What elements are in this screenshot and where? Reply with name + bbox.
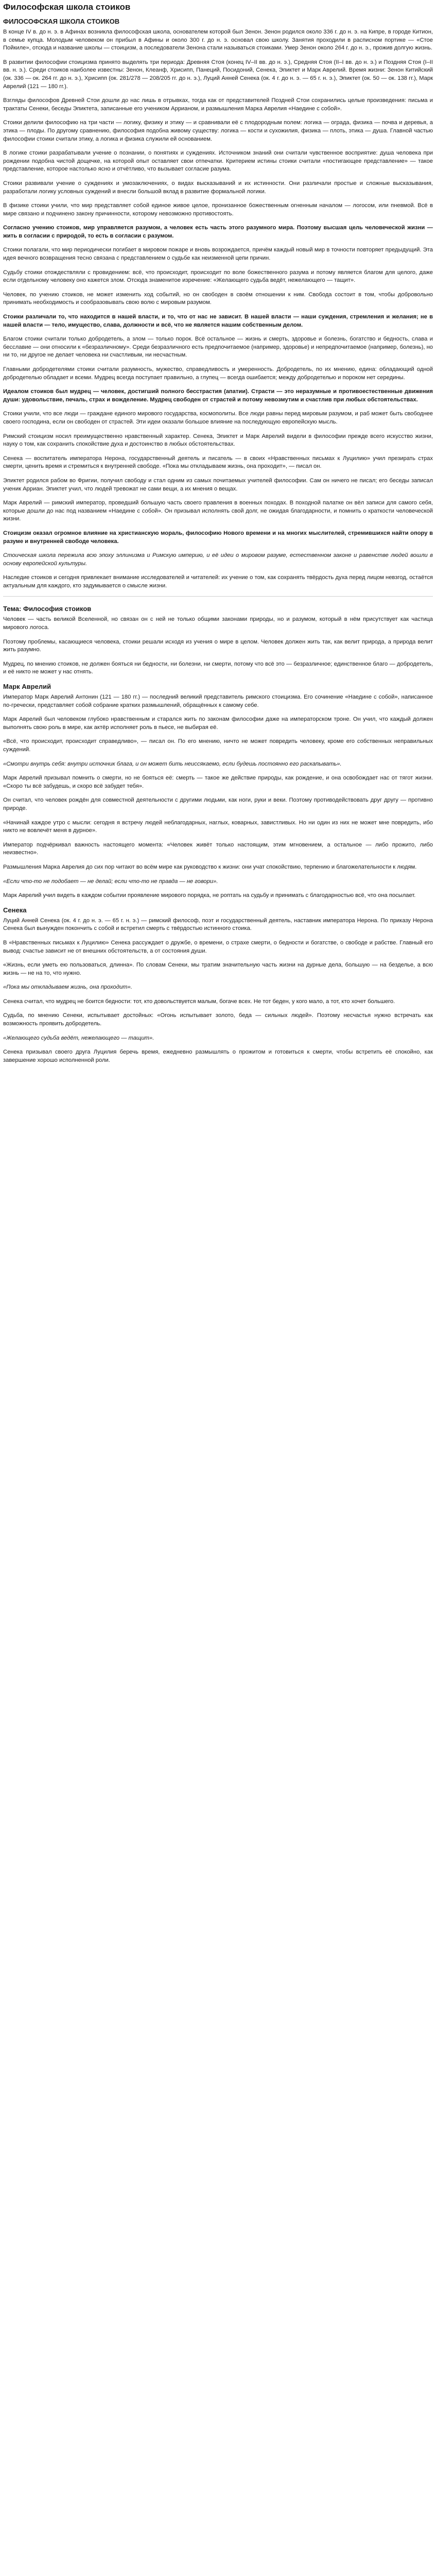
- paragraph: Судьба, по мнению Сенеки, испытывает достойных: «Огонь испытывает золото, беда — сильных людей». Поэтому несчастья нужно встречать как возможность проявить добродетель.: [3, 1012, 433, 1027]
- paragraph: Благом стоики считали только добродетель, а злом — только порок. Всё остальное — жизнь и смерть, здоровье и болезнь, богатство и бедность, слава и бесславие — они относили к «безразличному». Среди безразличного есть предпочитаемое (например, здоровье) и непредпочитаемое (например, болезнь), но ни то, ни другое не делает человека ни счастливым, ни несчастным.: [3, 336, 433, 359]
- section-stoic-philosophy: [3, 605, 433, 676]
- paragraph: Марк Аврелий призывал помнить о смерти, но не бояться её: смерть — такое же действие природы, как рождение, и она освобождает нас от тягот жизни. «Скоро ты всё забудешь, и скоро всё забудет тебя».: [3, 775, 433, 789]
- paragraph: Согласно учению стоиков, мир управляется разумом, а человек есть часть этого разумного мира. Поэтому высшая цель человеческой жизни — жить в согласии с природой, то есть в согласии с разумом.: [3, 225, 433, 239]
- section-marcus-aurelius: [3, 683, 433, 900]
- paragraph: Луций Анней Сенека (ок. 4 г. до н. э. — 65 г. н. э.) — римский философ, поэт и государственный деятель, наставник императора Нерона. По приказу Нерона Сенека был вынужден покончить с собой и встретил смерть с твёрдостью истинного стоика.: [3, 917, 433, 932]
- paragraph: Стоики делили философию на три части — логику, физику и этику — и сравнивали её с плодородным полем: логика — ограда, физика — почва и деревья, а этика — плоды. По другому сравнению, философия подобна живому существу: логика — кости и сухожилия, физика — плоть, этика — душа. Главной частью философии стоики считали этику, а логика и физика служили ей основанием.: [3, 120, 433, 142]
- paragraph: Сенека призывал своего друга Луцилия беречь время, ежедневно размышлять о прожитом и готовиться к смерти, чтобы встретить её спокойно, как завершение хорошо исполненной роли.: [3, 1049, 433, 1063]
- page-title: Философская школа стоиков: [3, 2, 131, 12]
- paragraph: Стоицизм оказал огромное влияние на христианскую мораль, философию Нового времени и на многих мыслителей, стремившихся найти опору в разуме и внутренней свободе человека.: [3, 530, 433, 545]
- section-body-stoic-school: [3, 28, 433, 590]
- section-divider: [3, 596, 433, 597]
- paragraph: Стоики учили, что все люди — граждане единого мирового государства, космополиты. Все люди равны перед мировым разумом, и раб может быть свободнее своего господина, если он свободен от страстей. Эти идеи оказали большое влияние на последующую европейскую мысль.: [3, 411, 433, 425]
- paragraph: В «Нравственных письмах к Луцилию» Сенека рассуждает о дружбе, о времени, о страхе смерти, о бедности и богатстве, о свободе и рабстве. Главный его вывод: счастье зависит не от внешних обстоятельств, а от состояния души.: [3, 939, 433, 954]
- paragraph: В физике стоики учили, что мир представляет собой единое живое целое, пронизанное божественным огненным началом — логосом, или пневмой. Всё в мире связано и подчинено закону причинности, которому невозможно противостоять.: [3, 202, 433, 217]
- section-heading-stoic-school: ФИЛОСОФСКАЯ ШКОЛА СТОИКОВ: [3, 18, 120, 25]
- paragraph: Марк Аврелий был человеком глубоко нравственным и старался жить по законам философии даже на императорском троне. Он учил, что каждый должен выполнять свою роль в мире, как актёр исполняет роль в пьесе, не выбирая её.: [3, 716, 433, 731]
- paragraph: В конце IV в. до н. э. в Афинах возникла философская школа, основателем которой был Зенон. Зенон родился около 336 г. до н. э. на Кипре, в городе Китион, в семье купца. Молодым человеком он прибыл в Афины и около 300 г. до н. э. основал свою школу. Занятия проходили в расписном портике — «Стое Пойкиле», отсюда и название школы — стоицизм, а последователи Зенона стали называться стоиками. Умер Зенон около 264 г. до н. э., прожив долгую жизнь.: [3, 29, 433, 52]
- paragraph: Человек — часть великой Вселенной, но связан он с ней не только общими законами природы, но и разумом, который в нём присутствует как частица мирового логоса.: [3, 616, 433, 631]
- paragraph: В развитии философии стоицизма принято выделять три периода: Древняя Стоя (конец IV–II вв. до н. э.), Средняя Стоя (II–I вв. до н. э.) и Поздняя Стоя (I–II вв. н. э.). Среди стоиков наиболее известны: Зенон, Клеанф, Хрисипп, Панеций, Посидоний, Сенека, Эпиктет и Марк Аврелий. Время жизни: Зенон Китийский (ок. 336 — ок. 264 гг. до н. э.), Хрисипп (ок. 281/278 — 208/205 гг. до н. э.), Луций Анней Сенека (ок. 4 г. до н. э. — 65 г. н. э.), Эпиктет (ок. 50 — ок. 138 гг.), Марк Аврелий (121 — 180 гг.).: [3, 59, 433, 90]
- paragraph: В логике стоики разрабатывали учение о познании, о понятиях и суждениях. Источником знаний они считали чувственное восприятие: душа человека при рождении подобна чистой дощечке, на которой опыт оставляет свои отпечатки. Критерием истины стоики считали «постигающее представление» — такое представление, которое настолько ясно и отчётливо, что вызывает согласие разума.: [3, 150, 433, 173]
- section-heading-seneca: Сенека: [3, 906, 27, 914]
- paragraph: Главными добродетелями стоики считали разумность, мужество, справедливость и умеренность. Добродетель, по их мнению, едина: обладающий одной добродетелью обладает и всеми. Мудрец всегда поступает правильно, а глупец — всегда ошибается; между добродетелью и пороком нет середины.: [3, 366, 433, 381]
- paragraph: Размышления Марка Аврелия до сих пор читают во всём мире как руководство к жизни: они учат спокойствию, терпению и благожелательности к людям.: [3, 863, 417, 870]
- paragraph: Стоическая школа пережила всю эпоху эллинизма и Римскую империю, и её идеи о мировом разуме, естественном законе и равенстве людей вошли в основу европейской культуры.: [3, 552, 433, 567]
- paragraph: Поэтому проблемы, касающиеся человека, стоики решали исходя из учения о мире в целом. Человек должен жить так, как велит природа, а природа велит жить разумно.: [3, 638, 433, 653]
- document-page: [0, 0, 436, 1076]
- paragraph: «Всё, что происходит, происходит справедливо», — писал он. По его мнению, ничто не может повредить человеку, кроме его собственных неправильных суждений.: [3, 738, 433, 753]
- paragraph: Марк Аврелий — римский император, проведший большую часть своего правления в военных походах. В походной палатке он вёл записи для самого себя, которые дошли до нас под названием «Наедине с собой». Он призывал исполнять свой долг, не ожидая благодарности, и помнить о краткости человеческой жизни.: [3, 500, 433, 522]
- paragraph: Сенека считал, что мудрец не боится бедности: тот, кто довольствуется малым, богаче всех. Не тот беден, у кого мало, а тот, кто хочет большего.: [3, 998, 395, 1005]
- paragraph: Наследие стоиков и сегодня привлекает внимание исследователей и читателей: их учение о том, как сохранять твёрдость духа перед лицом невзгод, остаётся актуальным для каждого, кто задумывается о смысле жизни.: [3, 574, 433, 589]
- paragraph: Сенека — воспитатель императора Нерона, государственный деятель и писатель — в своих «Нравственных письмах к Луцилию» учил презирать страх смерти, ценить время и стремиться к внутренней свободе. «Пока мы откладываем жизнь, она проходит», — писал он.: [3, 455, 433, 470]
- section-stoic-school: [3, 18, 433, 590]
- paragraph: Взгляды философов Древней Стои дошли до нас лишь в отрывках, тогда как от представителей Поздней Стои сохранились целые произведения: письма и трактаты Сенеки, беседы Эпиктета, записанные его учеником Аррианом, и размышления Марка Аврелия «Наедине с собой».: [3, 97, 433, 112]
- paragraph: Стоики полагали, что мир периодически погибает в мировом пожаре и вновь возрождается, причём каждый новый мир в точности повторяет предыдущий. Эта идея вечного возвращения тесно связана с представлением о судьбе как неизменной цепи причин.: [3, 247, 433, 262]
- section-body-marcus-aurelius: [3, 693, 433, 900]
- paragraph: «Смотри внутрь себя: внутри источник блага, и он может бить неиссякаемо, если будешь постоянно его раскапывать».: [3, 760, 342, 767]
- paragraph: Стоики развивали учение о суждениях и умозаключениях, о видах высказываний и их истинности. Они различали простые и сложные высказывания, разработали логику условных суждений и внесли большой вклад в развитие формальной логики.: [3, 180, 433, 195]
- section-body-seneca: [3, 917, 433, 1065]
- paragraph: Судьбу стоики отождествляли с провидением: всё, что происходит, происходит по воле божественного разума и потому является благом для целого, даже если отдельному человеку оно кажется злом. Отсюда знаменитое изречение: «Желающего судьба ведёт, нежелающего — тащит».: [3, 269, 433, 284]
- paragraph: Император Марк Аврелий Антонин (121 — 180 гг.) — последний великий представитель римского стоицизма. Его сочинение «Наедине с собой», написанное по-гречески, представляет собой собрание кратких размышлений, обращённых к самому себе.: [3, 694, 433, 708]
- paragraph: Римский стоицизм носил преимущественно нравственный характер. Сенека, Эпиктет и Марк Аврелий видели в философии прежде всего искусство жизни, науку о том, как сохранить спокойствие духа и достоинство в любых обстоятельствах.: [3, 433, 433, 448]
- paragraph: «Жизнь, если уметь ею пользоваться, длинна». По словам Сенеки, мы тратим значительную часть жизни на дурные дела, большую — на безделье, а всю жизнь — не на то, что нужно.: [3, 962, 433, 976]
- paragraph: «Желающего судьба ведёт, нежелающего — тащит».: [3, 1035, 154, 1041]
- section-heading-stoic-philosophy: Тема: Философия стоиков: [3, 605, 92, 613]
- paragraph: Человек, по учению стоиков, не может изменить ход событий, но он свободен в своём отношении к ним. Свобода состоит в том, чтобы добровольно принимать необходимость и сообразовывать свою волю с мировым разумом.: [3, 291, 433, 306]
- paragraph: Мудрец, по мнению стоиков, не должен бояться ни бедности, ни болезни, ни смерти, потому что всё это — безразличное; единственное благо — добродетель, и её никто не может у нас отнять.: [3, 660, 433, 675]
- paragraph: Марк Аврелий учил видеть в каждом событии проявление мирового порядка, не роптать на судьбу и принимать с благодарностью всё, что она посылает.: [3, 892, 416, 899]
- paragraph: «Начинай каждое утро с мысли: сегодня я встречу людей неблагодарных, наглых, коварных, завистливых. Но ни один из них не может мне повредить, ибо никто не вовлечёт меня в дурное».: [3, 819, 433, 834]
- section-heading-marcus-aurelius: Марк Аврелий: [3, 683, 51, 691]
- section-seneca: [3, 906, 433, 1065]
- paragraph: «Если что-то не подобает — не делай; если что-то не правда — не говори».: [3, 878, 218, 885]
- paragraph: Он считал, что человек рождён для совместной деятельности с другими людьми, как ноги, руки и веки. Поэтому противодействовать друг другу — противно природе.: [3, 797, 433, 811]
- paragraph: «Пока мы откладываем жизнь, она проходит».: [3, 984, 132, 991]
- paragraph: Стоики различали то, что находится в нашей власти, и то, что от нас не зависит. В нашей власти — наши суждения, стремления и желания; не в нашей власти — тело, имущество, слава, должности и всё, что не является нашим собственным делом.: [3, 314, 433, 328]
- paragraph: Идеалом стоиков был мудрец — человек, достигший полного бесстрастия (апатии). Страсти — это неразумные и противоестественные движения души: удовольствие, печаль, страх и вожделение. Мудрец свободен от страстей и потому невозмутим и счастлив при любых обстоятельствах.: [3, 388, 433, 403]
- paragraph: Император подчёркивал важность настоящего момента: «Человек живёт только настоящим, этим мгновением, а остальное — либо прожито, либо неизвестно».: [3, 841, 433, 856]
- paragraph: Эпиктет родился рабом во Фригии, получил свободу и стал одним из самых почитаемых учителей философии. Сам он ничего не писал; его беседы записал ученик Арриан. Эпиктет учил, что людей тревожат не сами вещи, а их мнения о вещах.: [3, 477, 433, 492]
- section-body-stoic-philosophy: [3, 616, 433, 676]
